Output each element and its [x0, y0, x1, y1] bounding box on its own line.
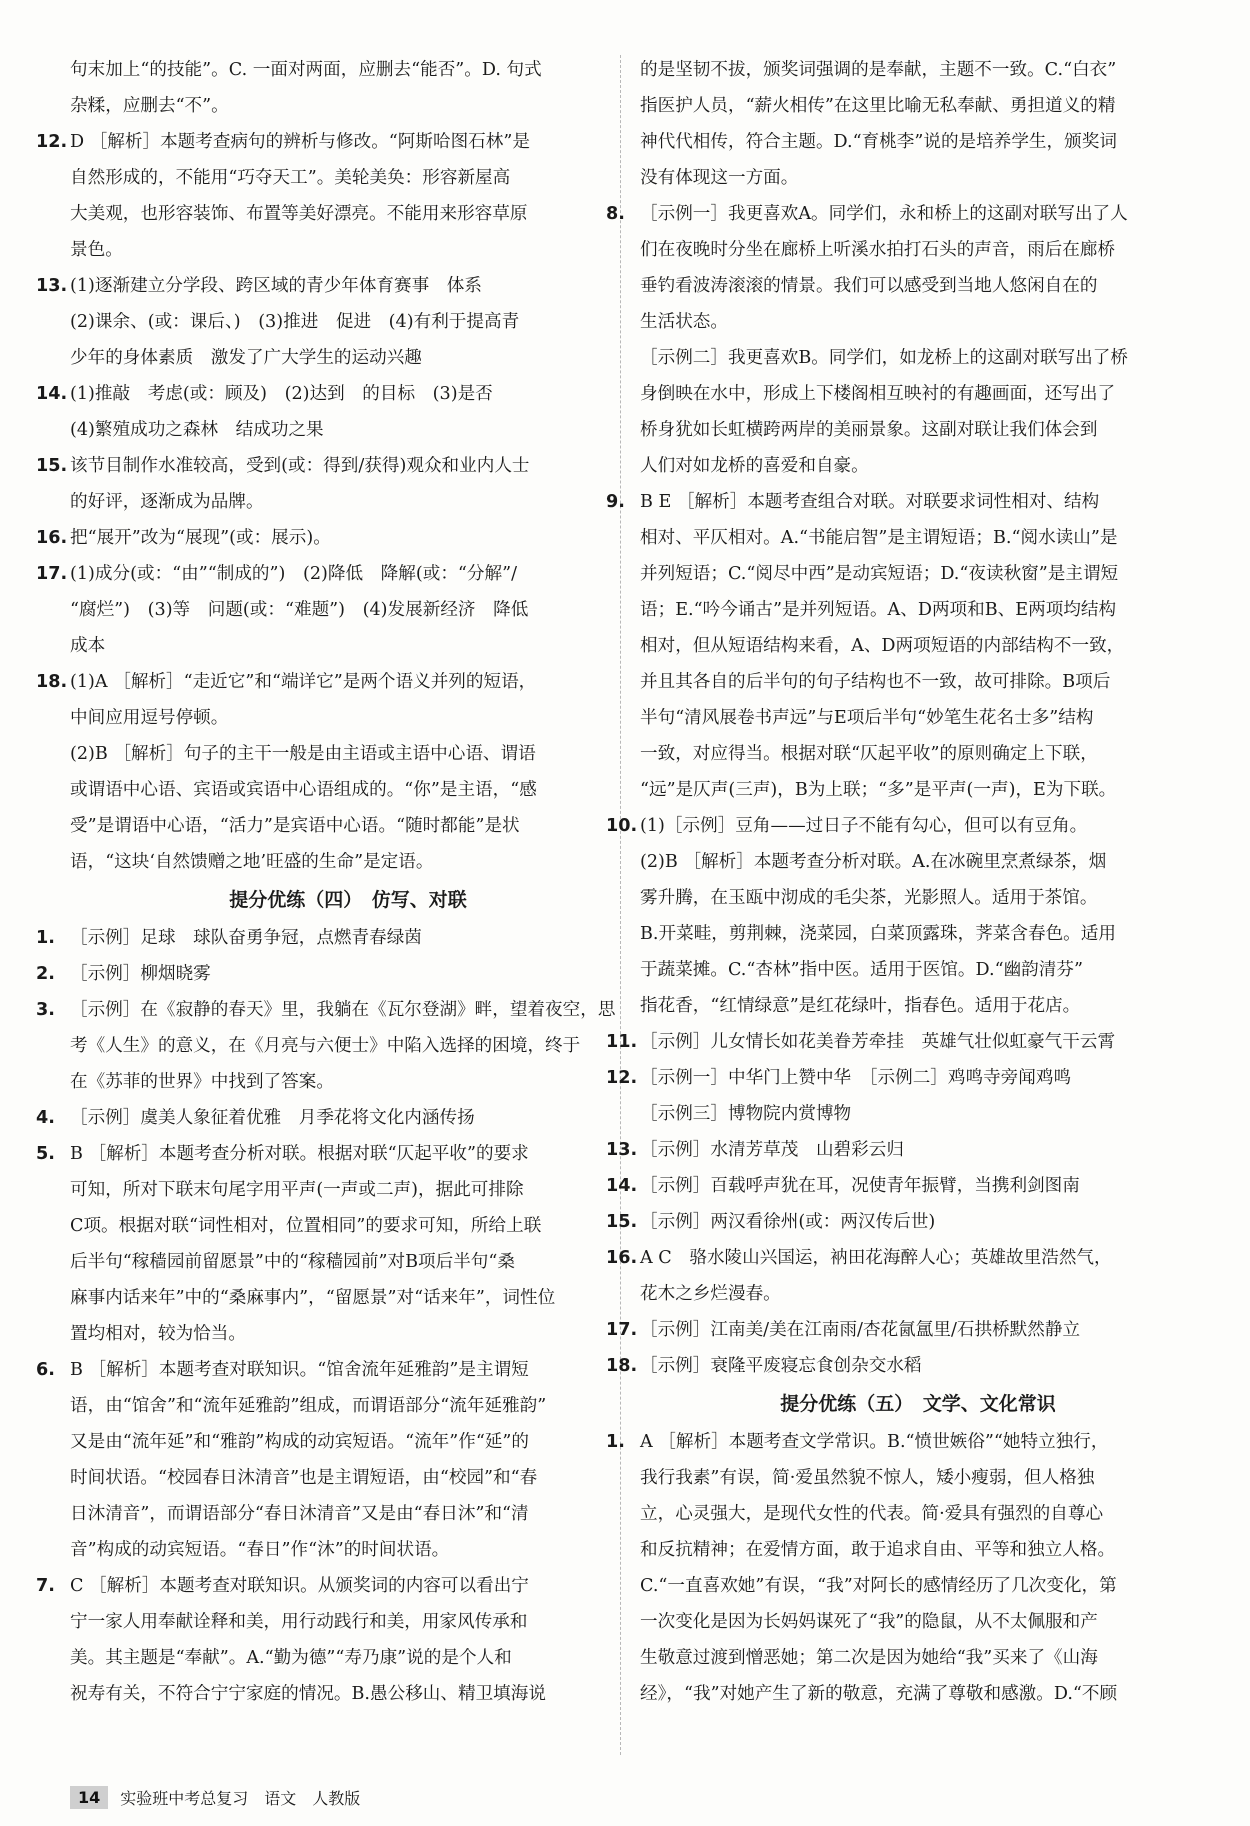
- line-text: 把“展开”改为“展现”(或：展示)。: [70, 528, 331, 548]
- item-number: 12.: [606, 1068, 638, 1088]
- line-text: 垂钓看波涛滚滚的情景。我们可以感受到当地人悠闲自在的: [640, 276, 1098, 296]
- text-line: [606, 1024, 1196, 1060]
- text-line: [70, 1460, 626, 1496]
- item-number: 1.: [36, 928, 55, 948]
- text-line: [36, 664, 626, 700]
- item-number: 15.: [36, 456, 68, 476]
- line-text: 相对、平仄相对。A.“书能启智”是主谓短语；B.“阅水读山”是: [640, 528, 1118, 548]
- line-text: 和反抗精神；在爱情方面，敢于追求自由、平等和独立人格。: [640, 1540, 1116, 1560]
- line-text: ［示例］两汉看徐州(或：两汉传后世): [640, 1212, 936, 1232]
- line-text: 于蔬菜摊。C.“杏林”指中医。适用于医馆。D.“幽韵清芬”: [640, 960, 1083, 980]
- text-line: [36, 1100, 626, 1136]
- text-line: [70, 1208, 626, 1244]
- text-line: [640, 700, 1196, 736]
- text-line: [70, 592, 626, 628]
- text-line: [36, 124, 626, 160]
- line-text: 可知，所对下联末句尾字用平声(一声或二声)，据此可排除: [70, 1180, 524, 1200]
- right-column: [606, 52, 1196, 1712]
- text-line: [640, 592, 1196, 628]
- line-text: 语，由“馆舍”和“流年延雅韵”组成，而谓语部分“流年延雅韵”: [70, 1396, 547, 1416]
- line-text: A C 骆水陵山兴国运，衲田花海醉人心；英雄故里浩然气，: [640, 1248, 1112, 1268]
- text-line: [70, 1604, 626, 1640]
- text-line: [36, 1568, 626, 1604]
- text-line: [70, 1676, 626, 1712]
- line-text: ［示例］儿女情长如花美眷芳牵挂 英雄气壮似虹豪气干云霄: [640, 1032, 1116, 1052]
- line-text: ［示例］足球 球队奋勇争冠，点燃青春绿茵: [70, 928, 422, 948]
- line-text: 神代代相传，符合主题。D.“育桃李”说的是培养学生，颁奖词: [640, 132, 1117, 152]
- item-number: 10.: [606, 816, 638, 836]
- line-text: ［示例二］我更喜欢B。同学们，如龙桥上的这副对联写出了桥: [640, 348, 1128, 368]
- line-text: 生活状态。: [640, 312, 728, 332]
- line-text: A ［解析］本题考查文学常识。B.“愤世嫉俗”“她特立独行，: [640, 1432, 1109, 1452]
- line-text: 音”构成的动宾短语。“春日”作“沐”的时间状语。: [70, 1540, 450, 1560]
- line-text: 指医护人员，“薪火相传”在这里比喻无私奉献、勇担道义的精: [640, 96, 1116, 116]
- line-text: (4)繁殖成功之森林 结成功之果: [70, 420, 324, 440]
- text-line: [640, 736, 1196, 772]
- text-line: [70, 1424, 626, 1460]
- line-text: 的好评，逐渐成为品牌。: [70, 492, 264, 512]
- line-text: 少年的身体素质 激发了广大学生的运动兴趣: [70, 348, 422, 368]
- line-text: 杂糅，应删去“不”。: [70, 96, 229, 116]
- line-text: 后半句“稼穑园前留愿景”中的“稼穑园前”对B项后半句“桑: [70, 1252, 515, 1272]
- line-text: ［示例］水清芳草茂 山碧彩云归: [640, 1140, 904, 1160]
- text-line: [70, 484, 626, 520]
- line-text: 的是坚韧不拔，颁奖词强调的是奉献，主题不一致。C.“白衣”: [640, 60, 1117, 80]
- line-text: 身倒映在水中，形成上下楼阁相互映衬的有趣画面，还写出了: [640, 384, 1116, 404]
- line-text: ［示例］虞美人象征着优雅 月季花将文化内涵传扬: [70, 1108, 475, 1128]
- line-text: B.开菜畦，剪荆棘，浇菜园，白菜顶露珠，荠菜含春色。适用: [640, 924, 1116, 944]
- text-line: [36, 376, 626, 412]
- text-line: [70, 1172, 626, 1208]
- line-text: 一致，对应得当。根据对联“仄起平收”的原则确定上下联，: [640, 744, 1098, 764]
- line-text: (1)［示例］豆角——过日子不能有勾心，但可以有豆角。: [640, 816, 1088, 836]
- line-text: 大美观，也形容装饰、布置等美好漂亮。不能用来形容草原: [70, 204, 528, 224]
- line-text: C项。根据对联“词性相对，位置相同”的要求可知，所给上联: [70, 1216, 542, 1236]
- item-number: 17.: [36, 564, 68, 584]
- text-line: [640, 1496, 1196, 1532]
- line-text: D ［解析］本题考查病句的辨析与修改。“阿斯哈图石林”是: [70, 132, 530, 152]
- text-line: [70, 160, 626, 196]
- line-text: 生敬意过渡到憎恶她；第二次是因为她给“我”买来了《山海: [640, 1648, 1098, 1668]
- line-text: (2)B ［解析］本题考查分析对联。A.在冰碗里烹煮绿茶，烟: [640, 852, 1107, 872]
- text-line: [70, 700, 626, 736]
- item-number: 17.: [606, 1320, 638, 1340]
- text-line: [70, 340, 626, 376]
- text-line: [70, 1028, 626, 1064]
- line-text: C.“一直喜欢她”有误，“我”对阿长的感情经历了几次变化，第: [640, 1576, 1117, 1596]
- item-number: 7.: [36, 1576, 55, 1596]
- line-text: (2)B ［解析］句子的主干一般是由主语或主语中心语、谓语: [70, 744, 536, 764]
- line-text: 指花香，“红情绿意”是红花绿叶，指春色。适用于花店。: [640, 996, 1081, 1016]
- text-line: [640, 448, 1196, 484]
- item-number: 16.: [606, 1248, 638, 1268]
- item-number: 5.: [36, 1144, 55, 1164]
- text-line: [606, 1168, 1196, 1204]
- line-text: 并且其各自的后半句的句子结构也不一致，故可排除。B项后: [640, 672, 1111, 692]
- line-text: (1)推敲 考虑(或：顾及) (2)达到 的目标 (3)是否: [70, 384, 493, 404]
- text-line: [640, 376, 1196, 412]
- line-text: 桥身犹如长虹横跨两岸的美丽景象。这副对联让我们体会到: [640, 420, 1098, 440]
- text-line: [640, 304, 1196, 340]
- text-line: [640, 232, 1196, 268]
- line-text: 句末加上“的技能”。C. 一面对两面，应删去“能否”。D. 句式: [70, 60, 542, 80]
- text-line: [36, 520, 626, 556]
- text-line: [36, 268, 626, 304]
- line-text: ［示例一］我更喜欢A。同学们，永和桥上的这副对联写出了人: [640, 204, 1128, 224]
- text-line: [640, 52, 1196, 88]
- item-number: 18.: [606, 1356, 638, 1376]
- text-line: [70, 844, 626, 880]
- item-number: 11.: [606, 1032, 638, 1052]
- line-text: ［示例］百载呼声犹在耳，况使青年振臂，当携利剑图南: [640, 1176, 1080, 1196]
- line-text: 语；E.“吟今诵古”是并列短语。A、D两项和B、E两项均结构: [640, 600, 1117, 620]
- left-column: [36, 52, 626, 1712]
- line-text: “腐烂”) (3)等 问题(或：“难题”) (4)发展新经济 降低: [70, 600, 529, 620]
- text-line: [36, 956, 626, 992]
- line-text: 祝寿有关，不符合宁宁家庭的情况。B.愚公移山、精卫填海说: [70, 1684, 546, 1704]
- text-line: [70, 412, 626, 448]
- line-text: 麻事内话来年”中的“桑麻事内”，“留愿景”对“话来年”，词性位: [70, 1288, 556, 1308]
- line-text: ［示例］柳烟晓雾: [70, 964, 211, 984]
- text-line: [640, 1532, 1196, 1568]
- text-line: [640, 1640, 1196, 1676]
- line-text: (1)A ［解析］“走近它”和“端详它”是两个语义并列的短语，: [70, 672, 537, 692]
- text-line: [640, 988, 1196, 1024]
- item-number: 14.: [36, 384, 68, 404]
- line-text: 并列短语；C.“阅尽中西”是动宾短语；D.“夜读秋窗”是主谓短: [640, 564, 1119, 584]
- line-text: 我行我素”有误，简·爱虽然貌不惊人，矮小瘦弱，但人格独: [640, 1468, 1095, 1488]
- text-line: [36, 1352, 626, 1388]
- line-text: B ［解析］本题考查对联知识。“馆舍流年延雅韵”是主谓短: [70, 1360, 529, 1380]
- text-line: [70, 232, 626, 268]
- item-number: 6.: [36, 1360, 55, 1380]
- text-line: [606, 1132, 1196, 1168]
- text-line: [640, 952, 1196, 988]
- line-text: 雾升腾，在玉瓯中沏成的毛尖茶，光影照人。适用于茶馆。: [640, 888, 1098, 908]
- text-line: [70, 628, 626, 664]
- text-line: [640, 412, 1196, 448]
- text-line: [640, 1096, 1196, 1132]
- text-line: [606, 196, 1196, 232]
- text-line: [70, 1496, 626, 1532]
- item-number: 18.: [36, 672, 68, 692]
- line-text: ［示例］衰隆平废寝忘食创杂交水稻: [640, 1356, 922, 1376]
- item-number: 4.: [36, 1108, 55, 1128]
- item-number: 16.: [36, 528, 68, 548]
- text-line: [36, 992, 626, 1028]
- text-line: [640, 124, 1196, 160]
- line-text: 宁一家人用奉献诠释和美，用行动践行和美，用家风传承和: [70, 1612, 528, 1632]
- text-line: [36, 1136, 626, 1172]
- line-text: 美。其主题是“奉献”。A.“勤为德”“寿乃康”说的是个人和: [70, 1648, 512, 1668]
- text-line: [606, 1424, 1196, 1460]
- item-number: 1.: [606, 1432, 625, 1452]
- text-line: [70, 736, 626, 772]
- text-line: [70, 1532, 626, 1568]
- item-number: 2.: [36, 964, 55, 984]
- item-number: 8.: [606, 204, 625, 224]
- line-text: “远”是仄声(三声)，B为上联；“多”是平声(一声)，E为下联。: [640, 780, 1117, 800]
- item-number: 14.: [606, 1176, 638, 1196]
- line-text: 时间状语。“校园春日沐清音”也是主谓短语，由“校园”和“春: [70, 1468, 538, 1488]
- item-number: 12.: [36, 132, 68, 152]
- line-text: 自然形成的，不能用“巧夺天工”。美轮美奂：形容新屋高: [70, 168, 511, 188]
- line-text: 一次变化是因为长妈妈谋死了“我”的隐鼠，从不太佩服和产: [640, 1612, 1098, 1632]
- line-text: B ［解析］本题考查分析对联。根据对联“仄起平收”的要求: [70, 1144, 529, 1164]
- line-text: B E ［解析］本题考查组合对联。对联要求词性相对、结构: [640, 492, 1100, 512]
- text-line: [70, 1244, 626, 1280]
- line-text: (1)逐渐建立分学段、跨区域的青少年体育赛事 体系: [70, 276, 482, 296]
- line-text: 花木之乡烂漫春。: [640, 1284, 781, 1304]
- book-title: 实验班中考总复习 语文 人教版: [120, 1789, 361, 1808]
- text-line: [640, 340, 1196, 376]
- text-line: [606, 1240, 1196, 1276]
- line-text: 没有体现这一方面。: [640, 168, 799, 188]
- text-line: [640, 1460, 1196, 1496]
- text-line: [606, 1204, 1196, 1240]
- item-number: 3.: [36, 1000, 55, 1020]
- text-line: [70, 772, 626, 808]
- text-line: [70, 52, 626, 88]
- line-text: 景色。: [70, 240, 123, 260]
- item-number: 15.: [606, 1212, 638, 1232]
- line-text: (2)课余、(或：课后、) (3)推进 促进 (4)有利于提高青: [70, 312, 520, 332]
- line-text: ［示例一］中华门上赞中华 ［示例二］鸡鸣寺旁闻鸡鸣: [640, 1068, 1072, 1088]
- text-line: [606, 808, 1196, 844]
- text-line: [640, 1604, 1196, 1640]
- line-text: ［示例三］博物院内赏博物: [640, 1104, 852, 1124]
- text-line: [70, 88, 626, 124]
- text-line: [606, 1312, 1196, 1348]
- line-text: 相对，但从短语结构来看，A、D两项短语的内部结构不一致，: [640, 636, 1125, 656]
- text-line: [640, 880, 1196, 916]
- line-text: (1)成分(或：“由”“制成的”) (2)降低 降解(或：“分解”/: [70, 564, 518, 584]
- column-divider: [620, 55, 621, 1755]
- line-text: 们在夜晚时分坐在廊桥上听溪水拍打石头的声音，雨后在廊桥: [640, 240, 1116, 260]
- text-line: [70, 196, 626, 232]
- line-text: 半句“清风展卷书声远”与E项后半句“妙笔生花名士多”结构: [640, 708, 1094, 728]
- line-text: ［示例］江南美/美在江南雨/杏花氤氲里/石拱桥默然静立: [640, 1320, 1081, 1340]
- text-line: [640, 916, 1196, 952]
- text-line: [640, 1568, 1196, 1604]
- text-line: [640, 520, 1196, 556]
- text-line: [640, 1676, 1196, 1712]
- text-line: [606, 484, 1196, 520]
- line-text: 该节目制作水准较高，受到(或：得到/获得)观众和业内人士: [70, 456, 530, 476]
- item-number: 9.: [606, 492, 625, 512]
- line-text: 语，“这块‘自然馈赠之地’旺盛的生命”是定语。: [70, 852, 434, 872]
- item-number: 13.: [36, 276, 68, 296]
- text-line: [606, 1060, 1196, 1096]
- text-line: [640, 664, 1196, 700]
- section-heading: 提分优练（四） 仿写、对联: [229, 889, 467, 911]
- text-line: [640, 1276, 1196, 1312]
- text-line: [70, 1280, 626, 1316]
- text-line: [640, 844, 1196, 880]
- page-number: 14: [70, 1786, 108, 1809]
- text-line: [70, 1388, 626, 1424]
- line-text: 置均相对，较为恰当。: [70, 1324, 246, 1344]
- line-text: 中间应用逗号停顿。: [70, 708, 229, 728]
- text-line: [70, 1316, 626, 1352]
- line-text: 在《苏菲的世界》中找到了答案。: [70, 1072, 334, 1092]
- text-line: [70, 304, 626, 340]
- line-text: 经》，“我”对她产生了新的敬意，充满了尊敬和感激。D.“不顾: [640, 1684, 1118, 1704]
- text-line: [36, 920, 626, 956]
- text-line: [640, 628, 1196, 664]
- text-line: [640, 268, 1196, 304]
- section-heading: 提分优练（五） 文学、文化常识: [780, 1393, 1056, 1415]
- line-text: 日沐清音”，而谓语部分“春日沐清音”又是由“春日沐”和“清: [70, 1504, 529, 1524]
- text-line: [640, 556, 1196, 592]
- page-footer: [70, 1786, 360, 1809]
- text-line: [70, 1064, 626, 1100]
- line-text: 成本: [70, 636, 106, 656]
- line-text: C ［解析］本题考查对联知识。从颁奖词的内容可以看出宁: [70, 1576, 529, 1596]
- text-line: [70, 1640, 626, 1676]
- line-text: 或谓语中心语、宾语或宾语中心语组成的。“你”是主语，“感: [70, 780, 537, 800]
- text-line: [36, 448, 626, 484]
- line-text: 受”是谓语中心语，“活力”是宾语中心语。“随时都能”是状: [70, 816, 520, 836]
- item-number: 13.: [606, 1140, 638, 1160]
- text-line: [640, 160, 1196, 196]
- text-line: [640, 88, 1196, 124]
- line-text: 人们对如龙桥的喜爱和自豪。: [640, 456, 869, 476]
- text-line: [640, 772, 1196, 808]
- text-line: [606, 1348, 1196, 1384]
- text-line: [70, 808, 626, 844]
- line-text: 立，心灵强大，是现代女性的代表。简·爱具有强烈的自尊心: [640, 1504, 1104, 1524]
- line-text: 考《人生》的意义，在《月亮与六便士》中陷入选择的困境，终于: [70, 1036, 581, 1056]
- line-text: 又是由“流年延”和“雅韵”构成的动宾短语。“流年”作“延”的: [70, 1432, 530, 1452]
- line-text: ［示例］在《寂静的春天》里，我躺在《瓦尔登湖》畔，望着夜空，思: [70, 1000, 616, 1020]
- text-line: [36, 556, 626, 592]
